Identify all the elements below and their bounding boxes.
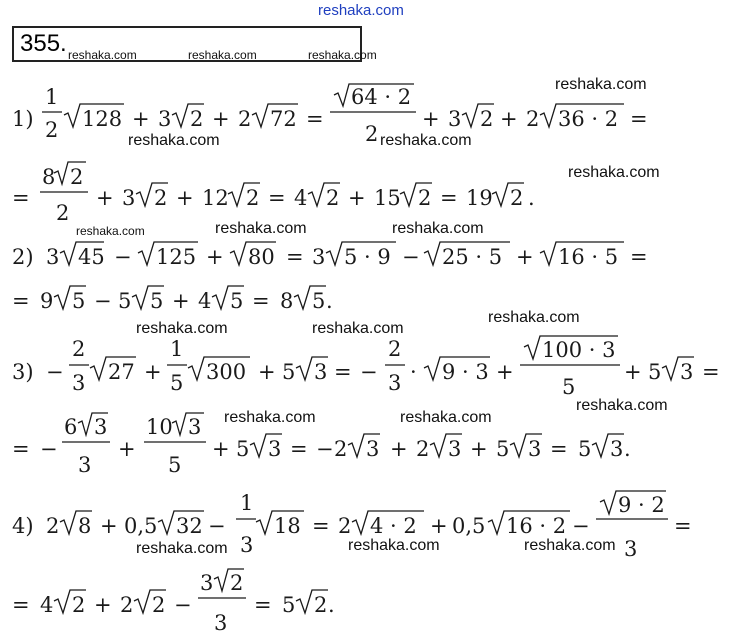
watermark: reshaka.com xyxy=(348,537,440,554)
svg-text:+: + xyxy=(118,437,136,461)
watermark: reshaka.com xyxy=(555,76,647,93)
svg-text:1: 1 xyxy=(45,85,59,109)
svg-text:3: 3 xyxy=(94,415,108,439)
svg-text:5: 5 xyxy=(118,289,132,313)
svg-text:·: · xyxy=(410,360,417,384)
svg-text:64 · 2: 64 · 2 xyxy=(351,85,412,109)
svg-text:10: 10 xyxy=(146,415,173,439)
svg-text:16 · 5: 16 · 5 xyxy=(558,245,619,269)
svg-text:80: 80 xyxy=(248,245,275,269)
svg-text:=: = xyxy=(12,186,30,210)
svg-text:3: 3 xyxy=(78,453,92,477)
svg-text:5: 5 xyxy=(72,289,86,313)
part-2-line-1 xyxy=(12,242,648,269)
svg-text:=: = xyxy=(550,437,568,461)
svg-text:+: + xyxy=(470,437,488,461)
svg-text:−: − xyxy=(46,360,64,384)
svg-text:2: 2 xyxy=(416,437,430,461)
svg-text:5: 5 xyxy=(168,453,182,477)
svg-text:2: 2 xyxy=(326,186,340,210)
svg-text:2: 2 xyxy=(70,165,84,189)
svg-text:4: 4 xyxy=(40,593,54,617)
svg-text:8: 8 xyxy=(78,514,92,538)
svg-text:4: 4 xyxy=(294,186,308,210)
part-1-line-1 xyxy=(12,84,648,146)
svg-text:+: + xyxy=(516,245,534,269)
svg-text:2: 2 xyxy=(56,201,70,225)
svg-text:5: 5 xyxy=(562,375,576,399)
watermark: reshaka.com xyxy=(380,132,472,149)
svg-text:3: 3 xyxy=(72,371,86,395)
svg-text:−: − xyxy=(174,593,192,617)
svg-text:+: + xyxy=(96,186,114,210)
watermark: reshaka.com xyxy=(76,224,145,238)
watermark: reshaka.com xyxy=(188,48,257,62)
svg-text:=: = xyxy=(12,437,30,461)
svg-text:=: = xyxy=(12,289,30,313)
svg-text:2: 2 xyxy=(238,107,252,131)
svg-text:2: 2 xyxy=(334,437,348,461)
svg-text:3: 3 xyxy=(448,107,462,131)
svg-text:5: 5 xyxy=(282,360,296,384)
watermark-top: reshaka.com xyxy=(318,2,404,19)
svg-text:.: . xyxy=(528,186,535,210)
svg-text:+: + xyxy=(132,107,150,131)
svg-text:3: 3 xyxy=(448,437,462,461)
watermark: reshaka.com xyxy=(392,220,484,237)
svg-text:5: 5 xyxy=(150,289,164,313)
svg-text:=: = xyxy=(290,437,308,461)
part-3-line-1 xyxy=(12,336,720,399)
svg-text:+: + xyxy=(430,514,448,538)
svg-text:3): 3) xyxy=(12,360,34,384)
watermark: reshaka.com xyxy=(308,48,377,62)
svg-text:2: 2 xyxy=(246,186,260,210)
svg-text:300: 300 xyxy=(206,360,247,384)
svg-text:+: + xyxy=(348,186,366,210)
svg-text:3: 3 xyxy=(122,186,136,210)
svg-text:36 · 2: 36 · 2 xyxy=(558,107,619,131)
svg-text:=: = xyxy=(630,107,648,131)
svg-text:6: 6 xyxy=(64,415,78,439)
svg-text:2: 2 xyxy=(338,514,352,538)
svg-text:3: 3 xyxy=(188,415,202,439)
svg-text:3: 3 xyxy=(610,437,624,461)
svg-text:+: + xyxy=(624,360,642,384)
svg-text:.: . xyxy=(326,289,333,313)
svg-text:+: + xyxy=(212,437,230,461)
svg-text:4: 4 xyxy=(198,289,212,313)
svg-text:5: 5 xyxy=(648,360,662,384)
svg-text:3: 3 xyxy=(528,437,542,461)
part-2-line-2 xyxy=(12,286,333,313)
svg-text:+: + xyxy=(390,437,408,461)
svg-text:−: − xyxy=(114,245,132,269)
svg-text:3: 3 xyxy=(214,611,228,635)
svg-text:2: 2 xyxy=(510,186,524,210)
svg-text:2): 2) xyxy=(12,245,34,269)
watermark: reshaka.com xyxy=(568,164,660,181)
svg-text:2: 2 xyxy=(230,571,244,595)
watermark: reshaka.com xyxy=(524,537,616,554)
svg-text:3: 3 xyxy=(388,371,402,395)
svg-text:.: . xyxy=(624,437,631,461)
svg-text:0,5: 0,5 xyxy=(124,514,158,538)
watermark: reshaka.com xyxy=(400,409,492,426)
svg-text:+: + xyxy=(500,107,518,131)
svg-text:0,5: 0,5 xyxy=(452,514,486,538)
svg-text:5: 5 xyxy=(170,371,184,395)
svg-text:100 · 3: 100 · 3 xyxy=(542,338,616,362)
svg-text:2: 2 xyxy=(72,337,86,361)
svg-text:+: + xyxy=(258,360,276,384)
svg-text:4): 4) xyxy=(12,514,34,538)
svg-text:=: = xyxy=(312,514,330,538)
svg-text:18: 18 xyxy=(274,514,301,538)
svg-text:=: = xyxy=(268,186,286,210)
svg-text:4 · 2: 4 · 2 xyxy=(370,514,417,538)
svg-text:=: = xyxy=(306,107,324,131)
svg-text:16 · 2: 16 · 2 xyxy=(506,514,567,538)
svg-text:32: 32 xyxy=(176,514,203,538)
svg-text:+: + xyxy=(176,186,194,210)
svg-text:2: 2 xyxy=(152,593,166,617)
svg-text:=: = xyxy=(440,186,458,210)
watermark: reshaka.com xyxy=(488,309,580,326)
svg-text:+: + xyxy=(206,245,224,269)
svg-text:3: 3 xyxy=(312,245,326,269)
svg-text:12: 12 xyxy=(202,186,229,210)
svg-text:2: 2 xyxy=(314,593,328,617)
svg-text:2: 2 xyxy=(365,122,379,146)
svg-text:+: + xyxy=(212,107,230,131)
svg-text:125: 125 xyxy=(156,245,197,269)
svg-text:2: 2 xyxy=(45,118,59,142)
svg-text:+: + xyxy=(496,360,514,384)
svg-text:1: 1 xyxy=(240,491,254,515)
svg-text:25 · 5: 25 · 5 xyxy=(442,245,503,269)
svg-text:3: 3 xyxy=(314,360,328,384)
svg-text:2: 2 xyxy=(526,107,540,131)
svg-text:=: = xyxy=(630,245,648,269)
svg-text:+: + xyxy=(100,514,118,538)
svg-text:45: 45 xyxy=(78,245,105,269)
svg-text:2: 2 xyxy=(46,514,60,538)
svg-text:2: 2 xyxy=(72,593,86,617)
svg-text:=: = xyxy=(286,245,304,269)
svg-text:2: 2 xyxy=(120,593,134,617)
svg-text:5: 5 xyxy=(282,593,296,617)
svg-text:−: − xyxy=(208,514,226,538)
watermark: reshaka.com xyxy=(128,132,220,149)
svg-text:=: = xyxy=(702,360,720,384)
svg-text:3: 3 xyxy=(366,437,380,461)
part-1-line-2 xyxy=(12,162,535,225)
svg-text:3: 3 xyxy=(624,537,638,561)
svg-text:9 · 2: 9 · 2 xyxy=(618,493,665,517)
svg-text:8: 8 xyxy=(42,165,56,189)
svg-text:1: 1 xyxy=(170,337,184,361)
svg-text:=: = xyxy=(12,593,30,617)
svg-text:9 · 3: 9 · 3 xyxy=(442,360,489,384)
svg-text:3: 3 xyxy=(158,107,172,131)
part-3-line-2 xyxy=(12,413,631,477)
svg-text:=: = xyxy=(252,289,270,313)
svg-text:5: 5 xyxy=(236,437,250,461)
watermark: reshaka.com xyxy=(312,320,404,337)
svg-text:.: . xyxy=(328,593,335,617)
svg-text:−: − xyxy=(40,437,58,461)
svg-text:−: − xyxy=(316,437,334,461)
watermark: reshaka.com xyxy=(576,397,668,414)
svg-text:3: 3 xyxy=(200,571,214,595)
svg-text:3: 3 xyxy=(46,245,60,269)
svg-text:2: 2 xyxy=(418,186,432,210)
svg-text:5: 5 xyxy=(230,289,244,313)
watermark: reshaka.com xyxy=(215,220,307,237)
svg-text:=: = xyxy=(674,514,692,538)
svg-text:8: 8 xyxy=(280,289,294,313)
watermark: reshaka.com xyxy=(136,540,228,557)
watermark: reshaka.com xyxy=(224,409,316,426)
exercise-number: 355. xyxy=(20,30,67,57)
svg-text:5: 5 xyxy=(312,289,326,313)
svg-text:72: 72 xyxy=(270,107,297,131)
svg-text:+: + xyxy=(144,360,162,384)
svg-text:3: 3 xyxy=(240,533,254,557)
svg-text:5: 5 xyxy=(578,437,592,461)
svg-text:19: 19 xyxy=(466,186,493,210)
svg-text:9: 9 xyxy=(40,289,54,313)
svg-text:15: 15 xyxy=(374,186,401,210)
svg-text:−: − xyxy=(94,289,112,313)
svg-text:1): 1) xyxy=(12,107,34,131)
svg-text:2: 2 xyxy=(154,186,168,210)
svg-text:2: 2 xyxy=(388,337,402,361)
svg-text:3: 3 xyxy=(268,437,282,461)
svg-text:+: + xyxy=(172,289,190,313)
svg-text:−: − xyxy=(572,514,590,538)
watermark: reshaka.com xyxy=(68,48,137,62)
svg-text:+: + xyxy=(422,107,440,131)
svg-text:128: 128 xyxy=(82,107,123,131)
svg-text:−: − xyxy=(402,245,420,269)
part-4-line-2 xyxy=(12,569,335,635)
watermark: reshaka.com xyxy=(136,320,228,337)
svg-text:27: 27 xyxy=(108,360,135,384)
svg-text:2: 2 xyxy=(190,107,204,131)
svg-text:=: = xyxy=(334,360,352,384)
svg-text:3: 3 xyxy=(680,360,694,384)
svg-text:5 · 9: 5 · 9 xyxy=(344,245,391,269)
svg-text:5: 5 xyxy=(496,437,510,461)
svg-text:+: + xyxy=(94,593,112,617)
svg-text:=: = xyxy=(254,593,272,617)
svg-text:2: 2 xyxy=(480,107,494,131)
part-4-line-1 xyxy=(12,491,692,561)
svg-text:−: − xyxy=(360,360,378,384)
